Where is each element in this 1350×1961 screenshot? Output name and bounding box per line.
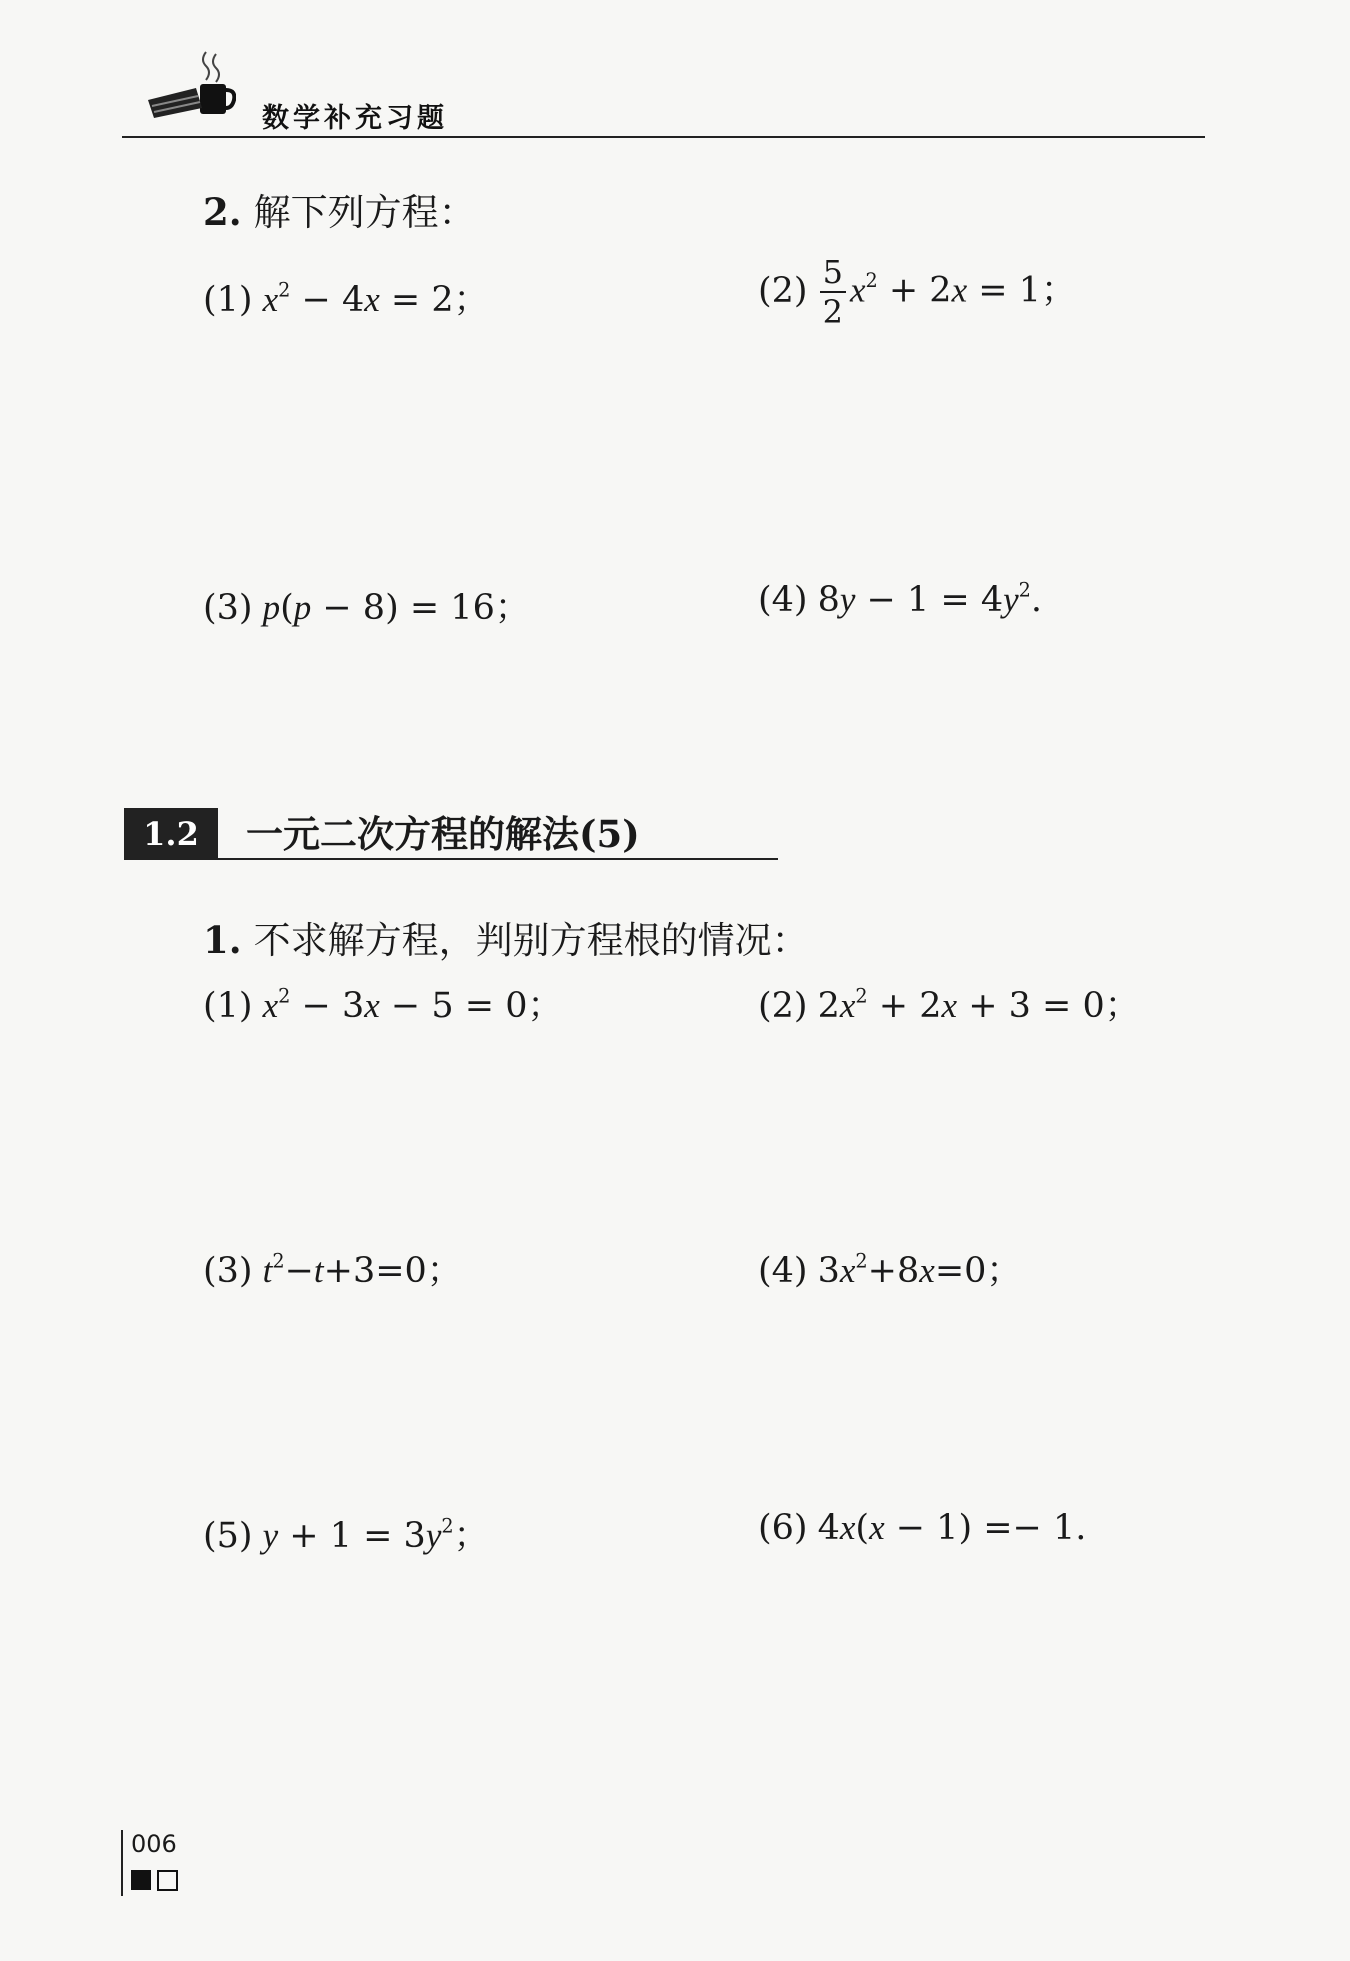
- math-text: − 3: [290, 986, 365, 1026]
- math-text: − 1) =− 1.: [884, 1508, 1087, 1548]
- math-var: x: [839, 1251, 856, 1290]
- fraction: [820, 253, 846, 331]
- exponent: 2: [855, 984, 868, 1008]
- math-var: x: [849, 270, 866, 310]
- q1-item-3: [203, 1243, 462, 1293]
- item-label: (6): [758, 1508, 808, 1548]
- math-var: y: [1003, 580, 1019, 619]
- q1-item-6: [758, 1508, 1086, 1548]
- q2-item-2: [758, 253, 1076, 331]
- item-label: (4): [758, 580, 808, 620]
- item-label: (1): [203, 986, 253, 1026]
- math-text: 4: [817, 1508, 840, 1548]
- item-label: (3): [203, 1251, 253, 1291]
- math-text: 2: [817, 986, 840, 1026]
- math-var: x: [919, 1251, 935, 1290]
- item-label: (2): [758, 270, 808, 311]
- math-var: x: [839, 1508, 856, 1547]
- math-text: − 5 = 0；: [379, 986, 563, 1026]
- math-text: − 4: [290, 280, 365, 320]
- q1-item-1: [203, 978, 562, 1028]
- math-text: − 8) = 16；: [311, 588, 530, 628]
- question-number: 2.: [203, 190, 242, 234]
- q1-item-4: [758, 1243, 1021, 1293]
- math-var: x: [262, 280, 279, 319]
- item-label: (1): [203, 280, 253, 320]
- math-var: x: [951, 270, 968, 310]
- item-label: (2): [758, 986, 808, 1026]
- math-text: (: [855, 1508, 870, 1548]
- math-text: +3=0；: [323, 1251, 462, 1291]
- math-var: x: [839, 986, 856, 1025]
- header-title: 数学补充习题: [262, 103, 448, 134]
- math-var: x: [364, 986, 380, 1025]
- math-text: ；: [453, 1516, 489, 1556]
- math-var: x: [869, 1508, 885, 1547]
- exponent: 2: [855, 1249, 868, 1273]
- math-text: (: [280, 588, 294, 628]
- q1-item-2: [758, 978, 1140, 1028]
- q2-item-1: [203, 272, 489, 322]
- q2-item-3: [203, 580, 530, 630]
- math-var: y: [262, 1516, 279, 1555]
- question-number: 1.: [203, 918, 242, 962]
- math-text: 8: [817, 580, 840, 620]
- question-2-title: [203, 182, 476, 236]
- empty-square-icon: [157, 1870, 178, 1891]
- question-prompt: 不求解方程，判别方程根的情况：: [253, 919, 809, 962]
- math-text: −: [284, 1251, 314, 1291]
- item-label: (3): [203, 588, 253, 628]
- math-text: =0；: [934, 1251, 1022, 1291]
- math-var: x: [262, 986, 279, 1025]
- math-text: .: [1030, 580, 1043, 620]
- math-text: = 2；: [379, 280, 489, 320]
- section-title: 一元二次方程的解法(5): [246, 812, 640, 856]
- math-text: + 2: [877, 270, 952, 311]
- exponent: 2: [278, 278, 291, 302]
- item-label: (4): [758, 1251, 808, 1291]
- math-var: y: [839, 580, 856, 619]
- math-text: − 1 = 4: [855, 580, 1004, 620]
- section-number: 1.2: [124, 808, 218, 860]
- math-text: 3: [817, 1251, 840, 1291]
- math-var: y: [425, 1516, 442, 1555]
- math-var: x: [941, 986, 958, 1025]
- math-var: x: [364, 280, 380, 319]
- question-prompt: 解下列方程：: [253, 191, 476, 234]
- header-rule: [122, 136, 1205, 138]
- math-text: + 3 = 0；: [957, 986, 1140, 1026]
- math-text: + 2: [867, 986, 942, 1026]
- page-number: 006: [131, 1830, 177, 1858]
- filled-square-icon: [131, 1870, 151, 1890]
- math-text: + 1 = 3: [278, 1516, 426, 1556]
- fraction-denominator: 2: [822, 293, 843, 331]
- section-rule: [218, 858, 778, 860]
- book-and-cup-icon: [146, 48, 236, 126]
- exponent: 2: [1018, 578, 1031, 602]
- exponent: 2: [272, 1249, 285, 1273]
- exponent: 2: [278, 984, 291, 1008]
- q2-item-4: [758, 580, 1042, 620]
- page-number-bar: [121, 1830, 123, 1896]
- math-var: p: [293, 588, 312, 627]
- math-var: t: [262, 1251, 273, 1290]
- exponent: 2: [441, 1514, 454, 1538]
- math-var: t: [313, 1251, 324, 1290]
- question-1-title: [203, 910, 809, 964]
- math-var: p: [262, 588, 281, 627]
- q1-item-5: [203, 1508, 489, 1558]
- item-label: (5): [203, 1516, 253, 1556]
- math-text: +8: [867, 1251, 920, 1291]
- fraction-numerator: 5: [820, 256, 846, 293]
- math-text: = 1；: [967, 270, 1076, 311]
- exponent: 2: [865, 269, 878, 293]
